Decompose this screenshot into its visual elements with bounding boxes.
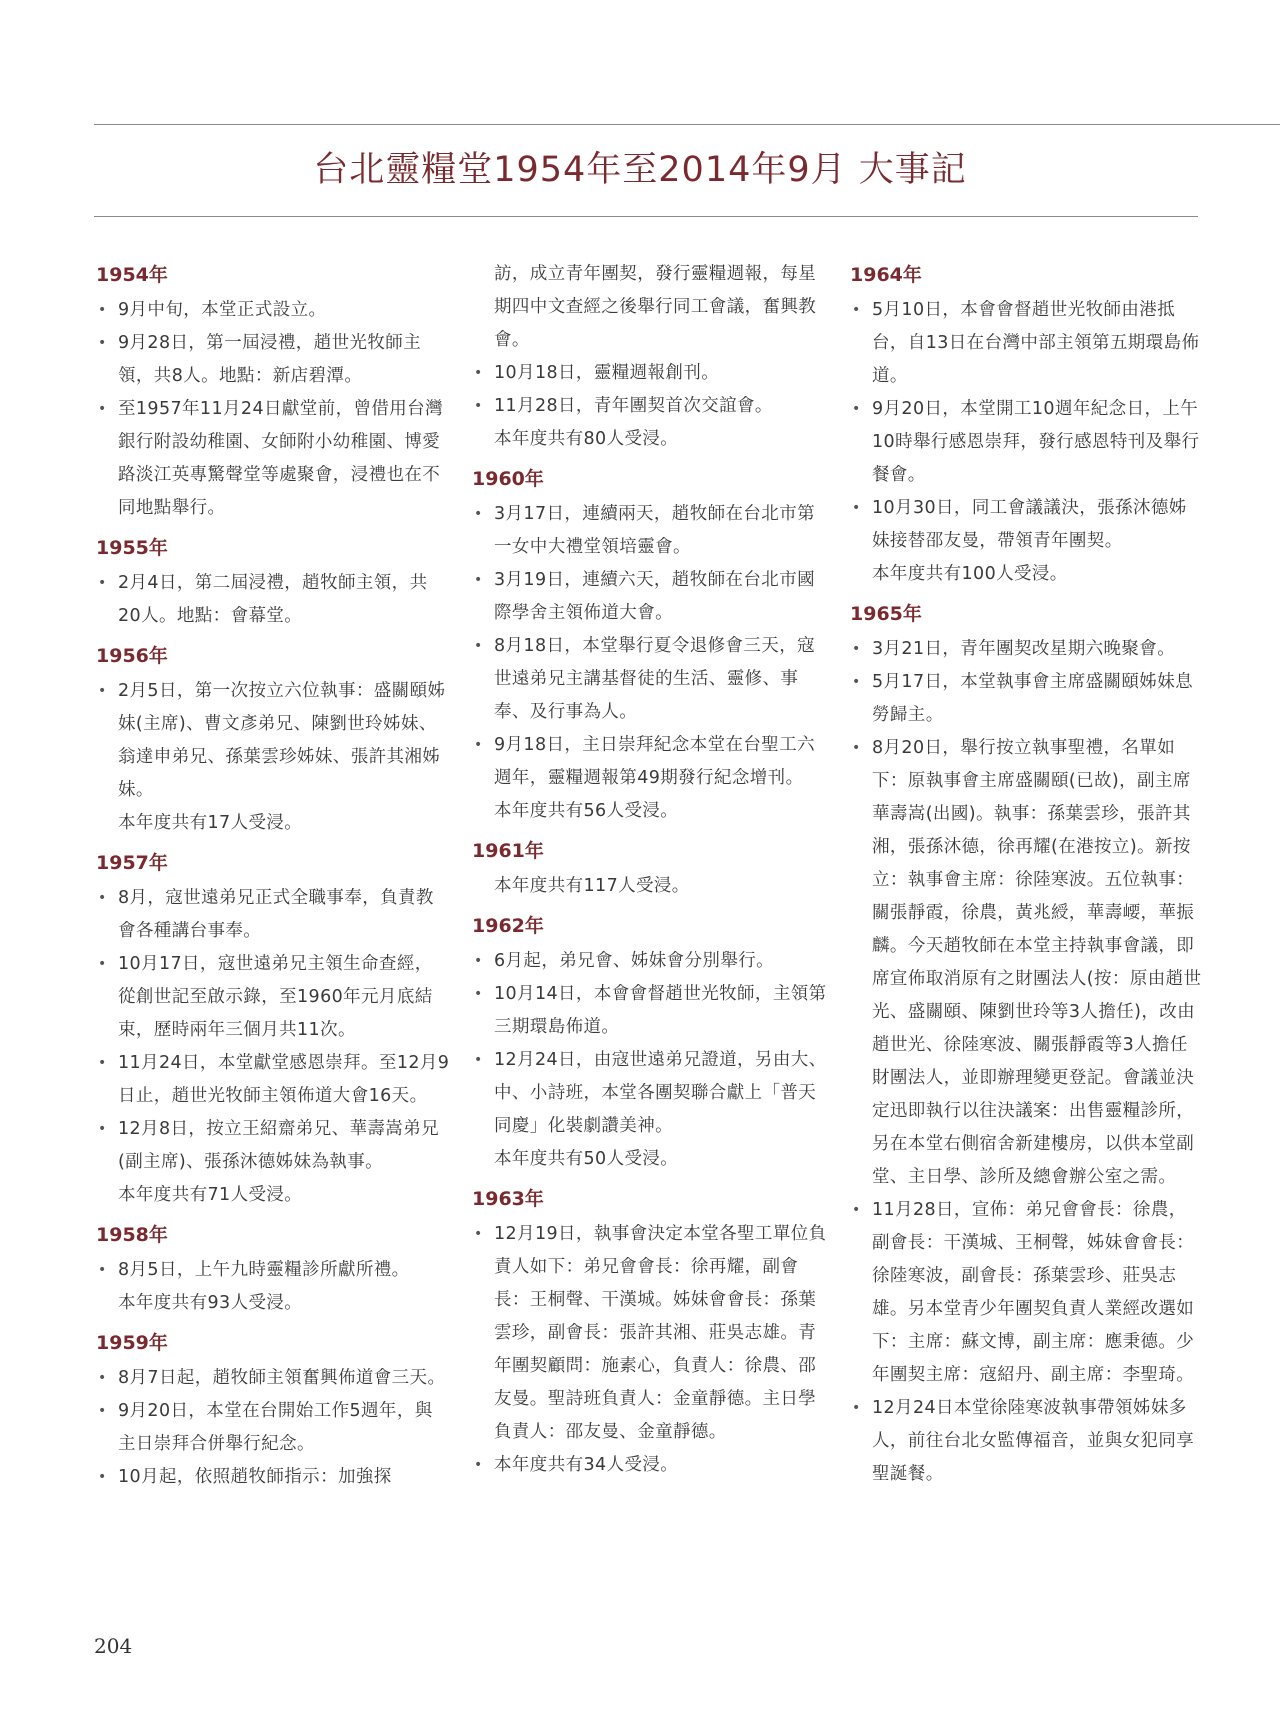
event-item: • 12月24日，由寇世遠弟兄證道，另由大、中、小詩班，本堂各團契聯合獻上「普天同慶」化裝劇讚美神。 — [470, 1044, 828, 1143]
year-heading: 1956年 — [96, 645, 168, 667]
page-title: 台北靈糧堂1954年至2014年9月 大事記 — [313, 150, 967, 190]
column-1 — [94, 258, 450, 1494]
event-item: • 2月5日，第一次按立六位執事：盛關頤姊妹(主席)、曹文彥弟兄、陳劉世玲姊妹、翁達申弟兄、孫葉雲珍姊妹、張許其湘姊妹。 — [94, 675, 450, 807]
event-item: • 本年度共有34人受浸。 — [470, 1449, 828, 1482]
event-item: • 12月8日，按立王紹齋弟兄、華壽嵩弟兄(副主席)、張孫沐德姊妹為執事。 — [94, 1113, 450, 1179]
continued-text: 訪，成立青年團契，發行靈糧週報，每星期四中文查經之後舉行同工會議，奮興教會。 — [494, 264, 817, 350]
event-list — [470, 945, 828, 1143]
event-item: • 8月18日，本堂舉行夏令退修會三天，寇世遠弟兄主講基督徒的生活、靈修、事奉、及行事為人。 — [470, 630, 828, 729]
event-item: • 3月21日，青年團契改星期六晚聚會。 — [848, 633, 1202, 666]
year-heading: 1958年 — [96, 1224, 168, 1246]
event-list — [94, 675, 450, 807]
column-2 — [470, 258, 828, 1482]
event-item: • 6月起，弟兄會、姊妹會分別舉行。 — [470, 945, 828, 978]
event-item: • 8月20日，舉行按立執事聖禮，名單如下：原執事會主席盛關頤(已故)，副主席華壽嵩(出國)。執事：孫葉雲珍，張許其湘，張孫沐德，徐再耀(在港按立)。新按立：執事會主席：徐陸寒波。五位執事：關張靜霞，徐農，黃兆綬，華壽崾，華振麟。今天趙牧師在本堂主持執事會議，即席宣佈取消原有之財團法人(按：原由趙世光、盛關頤、陳劉世玲等3人擔任)，改由趙世光、徐陸寒波、關張靜霞等3人擔任財團法人，並即辦理變更登記。會議並決定迅即執行以往決議案：出售靈糧診所，另在本堂右側宿舍新建樓房，以供本堂副堂、主日學、診所及總會辦公室之需。 — [848, 732, 1202, 1194]
event-list — [94, 294, 450, 525]
event-list — [94, 882, 450, 1179]
event-item: • 9月20日，本堂在台開始工作5週年，與主日崇拜合併舉行紀念。 — [94, 1395, 450, 1461]
baptism-count: 本年度共有17人受浸。 — [118, 813, 303, 833]
event-item: • 5月10日，本會會督趙世光牧師由港抵台，自13日在台灣中部主領第五期環島佈道。 — [848, 294, 1202, 393]
event-item: • 8月5日，上午九時靈糧診所獻所禮。 — [94, 1254, 450, 1287]
event-list — [848, 633, 1202, 1491]
event-list — [470, 1218, 828, 1482]
event-item: • 9月20日，本堂開工10週年紀念日，上午10時舉行感恩崇拜，發行感恩特刊及舉行餐會。 — [848, 393, 1202, 492]
event-item: • 11月28日，宣佈：弟兄會會長：徐農，副會長：干漢城、王桐聲，姊妹會會長：徐陸寒波，副會長：孫葉雲珍、莊吳志雄。另本堂青少年團契負責人業經改選如下：主席：蘇文博，副主席：應秉德。少年團契主席：寇紹丹、副主席：李聖琦。 — [848, 1194, 1202, 1392]
event-item: • 3月17日，連續兩天，趙牧師在台北市第一女中大禮堂領培靈會。 — [470, 498, 828, 564]
event-item: • 2月4日，第二屆浸禮，趙牧師主領，共20人。地點：會幕堂。 — [94, 567, 450, 633]
baptism-count: 本年度共有93人受浸。 — [118, 1293, 303, 1313]
event-item: • 11月24日，本堂獻堂感恩崇拜。至12月9日止，趙世光牧師主領佈道大會16天。 — [94, 1047, 450, 1113]
year-heading: 1954年 — [96, 264, 168, 286]
column-3 — [848, 258, 1202, 1491]
baptism-count: 本年度共有100人受浸。 — [872, 564, 1068, 584]
baptism-count: 本年度共有71人受浸。 — [118, 1185, 303, 1205]
page-number: 204 — [94, 1634, 133, 1658]
baptism-count: 本年度共有80人受浸。 — [494, 429, 679, 449]
year-heading: 1955年 — [96, 537, 168, 559]
year-heading: 1964年 — [850, 264, 922, 286]
event-item: • 8月7日起，趙牧師主領奮興佈道會三天。 — [94, 1362, 450, 1395]
event-list — [94, 567, 450, 633]
title-rule — [94, 216, 1198, 217]
event-item: • 12月24日本堂徐陸寒波執事帶領姊妹多人，前往台北女監傳福音，並與女犯同享聖誕餐。 — [848, 1392, 1202, 1491]
event-item: • 9月18日，主日崇拜紀念本堂在台聖工六週年，靈糧週報第49期發行紀念增刊。 — [470, 729, 828, 795]
baptism-count: 本年度共有117人受浸。 — [494, 876, 690, 896]
top-rule — [94, 124, 1280, 125]
event-item: • 11月28日，青年團契首次交誼會。 — [470, 390, 828, 423]
year-heading: 1961年 — [472, 840, 544, 862]
year-heading: 1960年 — [472, 468, 544, 490]
event-item: • 10月17日，寇世遠弟兄主領生命查經，從創世記至啟示錄，至1960年元月底結束，歷時兩年三個月共11次。 — [94, 948, 450, 1047]
event-item: • 10月起，依照趙牧師指示：加強探 — [94, 1461, 450, 1494]
event-list — [470, 357, 828, 423]
event-item: • 10月18日，靈糧週報創刊。 — [470, 357, 828, 390]
event-list — [470, 498, 828, 795]
year-heading: 1962年 — [472, 915, 544, 937]
event-item: • 3月19日，連續六天，趙牧師在台北市國際學舍主領佈道大會。 — [470, 564, 828, 630]
event-item: • 5月17日，本堂執事會主席盛關頤姊妹息勞歸主。 — [848, 666, 1202, 732]
baptism-count: 本年度共有50人受浸。 — [494, 1149, 679, 1169]
event-list — [848, 294, 1202, 558]
year-heading: 1963年 — [472, 1188, 544, 1210]
event-list — [94, 1362, 450, 1494]
event-item: • 9月中旬，本堂正式設立。 — [94, 294, 450, 327]
event-item: • 9月28日，第一屆浸禮，趙世光牧師主領，共8人。地點：新店碧潭。 — [94, 327, 450, 393]
event-item: • 12月19日，執事會決定本堂各聖工單位負責人如下：弟兄會會長：徐再耀，副會長：王桐聲、干漢城。姊妹會會長：孫葉雲珍，副會長：張許其湘、莊吳志雄。青年團契顧問：施素心，負責人：徐農、邵友曼。聖詩班負責人：金童靜德。主日學負責人：邵友曼、金童靜德。 — [470, 1218, 828, 1449]
year-heading: 1957年 — [96, 852, 168, 874]
event-item: • 至1957年11月24日獻堂前，曾借用台灣銀行附設幼稚園、女師附小幼稚園、博愛路淡江英專驚聲堂等處聚會，浸禮也在不同地點舉行。 — [94, 393, 450, 525]
year-heading: 1959年 — [96, 1332, 168, 1354]
year-heading: 1965年 — [850, 603, 922, 625]
baptism-count: 本年度共有56人受浸。 — [494, 801, 679, 821]
event-item: • 8月，寇世遠弟兄正式全職事奉，負責教會各種講台事奉。 — [94, 882, 450, 948]
event-item: • 10月14日，本會會督趙世光牧師，主領第三期環島佈道。 — [470, 978, 828, 1044]
event-item: • 10月30日，同工會議議決，張孫沐德姊妹接替邵友曼，帶領青年團契。 — [848, 492, 1202, 558]
event-list — [94, 1254, 450, 1287]
